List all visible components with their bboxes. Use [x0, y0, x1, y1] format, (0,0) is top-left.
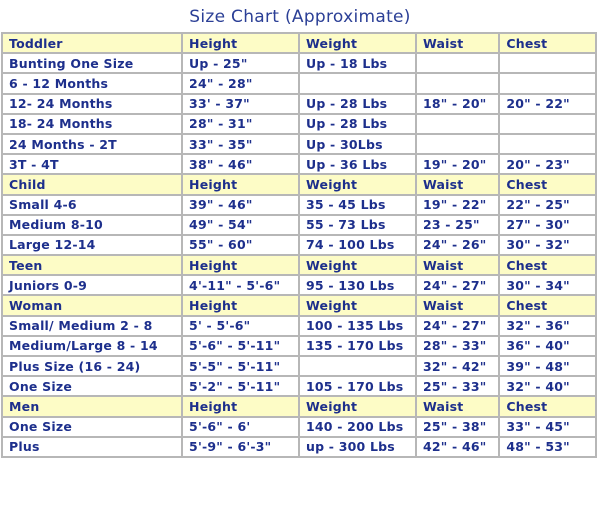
waist-cell: 24" - 27" — [417, 317, 498, 335]
column-header-waist: Waist — [417, 34, 498, 52]
table-row — [3, 135, 595, 153]
chest-cell — [500, 54, 595, 72]
size-name-cell: Plus — [3, 438, 181, 456]
waist-cell — [417, 135, 498, 153]
height-cell: 39" - 46" — [183, 196, 298, 214]
size-name-cell: One Size — [3, 377, 181, 395]
height-cell: 5' - 5'-6" — [183, 317, 298, 335]
chest-cell — [500, 135, 595, 153]
table-row — [3, 155, 595, 173]
size-name-cell: Medium 8-10 — [3, 216, 181, 234]
section-title: Child — [3, 175, 181, 193]
column-header-height: Height — [183, 256, 298, 274]
table-row — [3, 418, 595, 436]
chest-cell: 36" - 40" — [500, 337, 595, 355]
size-name-cell: Medium/Large 8 - 14 — [3, 337, 181, 355]
chest-cell: 39" - 48" — [500, 357, 595, 375]
weight-cell: Up - 28 Lbs — [300, 95, 415, 113]
weight-cell: 35 - 45 Lbs — [300, 196, 415, 214]
size-name-cell: Juniors 0-9 — [3, 276, 181, 294]
chest-cell: 27" - 30" — [500, 216, 595, 234]
table-row — [3, 438, 595, 456]
column-header-chest: Chest — [500, 175, 595, 193]
table-row — [3, 216, 595, 234]
column-header-height: Height — [183, 296, 298, 314]
weight-cell: Up - 18 Lbs — [300, 54, 415, 72]
waist-cell — [417, 54, 498, 72]
height-cell: 33" - 35" — [183, 135, 298, 153]
waist-cell: 25" - 33" — [417, 377, 498, 395]
section-header-row — [3, 175, 595, 193]
height-cell: 33' - 37" — [183, 95, 298, 113]
table-row — [3, 54, 595, 72]
table-row — [3, 357, 595, 375]
size-name-cell: Plus Size (16 - 24) — [3, 357, 181, 375]
waist-cell: 42" - 46" — [417, 438, 498, 456]
column-header-height: Height — [183, 175, 298, 193]
table-row — [3, 317, 595, 335]
height-cell: 28" - 31" — [183, 115, 298, 133]
size-name-cell: 3T - 4T — [3, 155, 181, 173]
height-cell: 4'-11" - 5'-6" — [183, 276, 298, 294]
size-name-cell: Small/ Medium 2 - 8 — [3, 317, 181, 335]
chest-cell: 48" - 53" — [500, 438, 595, 456]
height-cell: 5'-2" - 5'-11" — [183, 377, 298, 395]
chest-cell: 20" - 23" — [500, 155, 595, 173]
table-row — [3, 276, 595, 294]
chest-cell: 22" - 25" — [500, 196, 595, 214]
waist-cell: 25" - 38" — [417, 418, 498, 436]
height-cell: 5'-9" - 6'-3" — [183, 438, 298, 456]
waist-cell: 18" - 20" — [417, 95, 498, 113]
weight-cell: 74 - 100 Lbs — [300, 236, 415, 254]
section-header-row — [3, 397, 595, 415]
chest-cell: 32" - 36" — [500, 317, 595, 335]
weight-cell: 140 - 200 Lbs — [300, 418, 415, 436]
weight-cell — [300, 74, 415, 92]
weight-cell — [300, 357, 415, 375]
table-row — [3, 377, 595, 395]
size-name-cell: Small 4-6 — [3, 196, 181, 214]
size-name-cell: 24 Months - 2T — [3, 135, 181, 153]
section-header-row — [3, 34, 595, 52]
chart-title: Size Chart (Approximate) — [189, 7, 411, 27]
chest-cell: 30" - 32" — [500, 236, 595, 254]
weight-cell: up - 300 Lbs — [300, 438, 415, 456]
waist-cell: 24" - 26" — [417, 236, 498, 254]
weight-cell: 95 - 130 Lbs — [300, 276, 415, 294]
height-cell: 5'-5" - 5'-11" — [183, 357, 298, 375]
section-title: Men — [3, 397, 181, 415]
waist-cell: 28" - 33" — [417, 337, 498, 355]
height-cell: 5'-6" - 5'-11" — [183, 337, 298, 355]
chest-cell: 20" - 22" — [500, 95, 595, 113]
chest-cell: 32" - 40" — [500, 377, 595, 395]
weight-cell: 100 - 135 Lbs — [300, 317, 415, 335]
height-cell: 24" - 28" — [183, 74, 298, 92]
table-row — [3, 115, 595, 133]
waist-cell: 19" - 20" — [417, 155, 498, 173]
waist-cell — [417, 115, 498, 133]
size-name-cell: Large 12-14 — [3, 236, 181, 254]
weight-cell: 55 - 73 Lbs — [300, 216, 415, 234]
section-title: Teen — [3, 256, 181, 274]
section-header-row — [3, 256, 595, 274]
chest-cell: 33" - 45" — [500, 418, 595, 436]
column-header-height: Height — [183, 397, 298, 415]
height-cell: Up - 25" — [183, 54, 298, 72]
size-name-cell: 12- 24 Months — [3, 95, 181, 113]
height-cell: 55" - 60" — [183, 236, 298, 254]
column-header-waist: Waist — [417, 175, 498, 193]
table-row — [3, 196, 595, 214]
size-name-cell: Bunting One Size — [3, 54, 181, 72]
column-header-chest: Chest — [500, 34, 595, 52]
column-header-chest: Chest — [500, 256, 595, 274]
column-header-chest: Chest — [500, 397, 595, 415]
chest-cell — [500, 115, 595, 133]
waist-cell — [417, 74, 498, 92]
weight-cell: 105 - 170 Lbs — [300, 377, 415, 395]
waist-cell: 32" - 42" — [417, 357, 498, 375]
waist-cell: 23 - 25" — [417, 216, 498, 234]
table-row — [3, 74, 595, 92]
column-header-waist: Waist — [417, 397, 498, 415]
height-cell: 49" - 54" — [183, 216, 298, 234]
column-header-weight: Weight — [300, 34, 415, 52]
table-row — [3, 337, 595, 355]
size-name-cell: 6 - 12 Months — [3, 74, 181, 92]
column-header-weight: Weight — [300, 296, 415, 314]
weight-cell: Up - 30Lbs — [300, 135, 415, 153]
table-row — [3, 236, 595, 254]
chest-cell: 30" - 34" — [500, 276, 595, 294]
waist-cell: 24" - 27" — [417, 276, 498, 294]
section-title: Toddler — [3, 34, 181, 52]
height-cell: 38" - 46" — [183, 155, 298, 173]
size-name-cell: 18- 24 Months — [3, 115, 181, 133]
weight-cell: Up - 36 Lbs — [300, 155, 415, 173]
column-header-height: Height — [183, 34, 298, 52]
size-name-cell: One Size — [3, 418, 181, 436]
weight-cell: 135 - 170 Lbs — [300, 337, 415, 355]
table-row — [3, 95, 595, 113]
column-header-weight: Weight — [300, 256, 415, 274]
chest-cell — [500, 74, 595, 92]
size-table — [1, 32, 597, 458]
height-cell: 5'-6" - 6' — [183, 418, 298, 436]
section-header-row — [3, 296, 595, 314]
section-title: Woman — [3, 296, 181, 314]
column-header-weight: Weight — [300, 397, 415, 415]
column-header-waist: Waist — [417, 296, 498, 314]
waist-cell: 19" - 22" — [417, 196, 498, 214]
column-header-weight: Weight — [300, 175, 415, 193]
column-header-waist: Waist — [417, 256, 498, 274]
size-chart — [3, 2, 597, 458]
column-header-chest: Chest — [500, 296, 595, 314]
weight-cell: Up - 28 Lbs — [300, 115, 415, 133]
